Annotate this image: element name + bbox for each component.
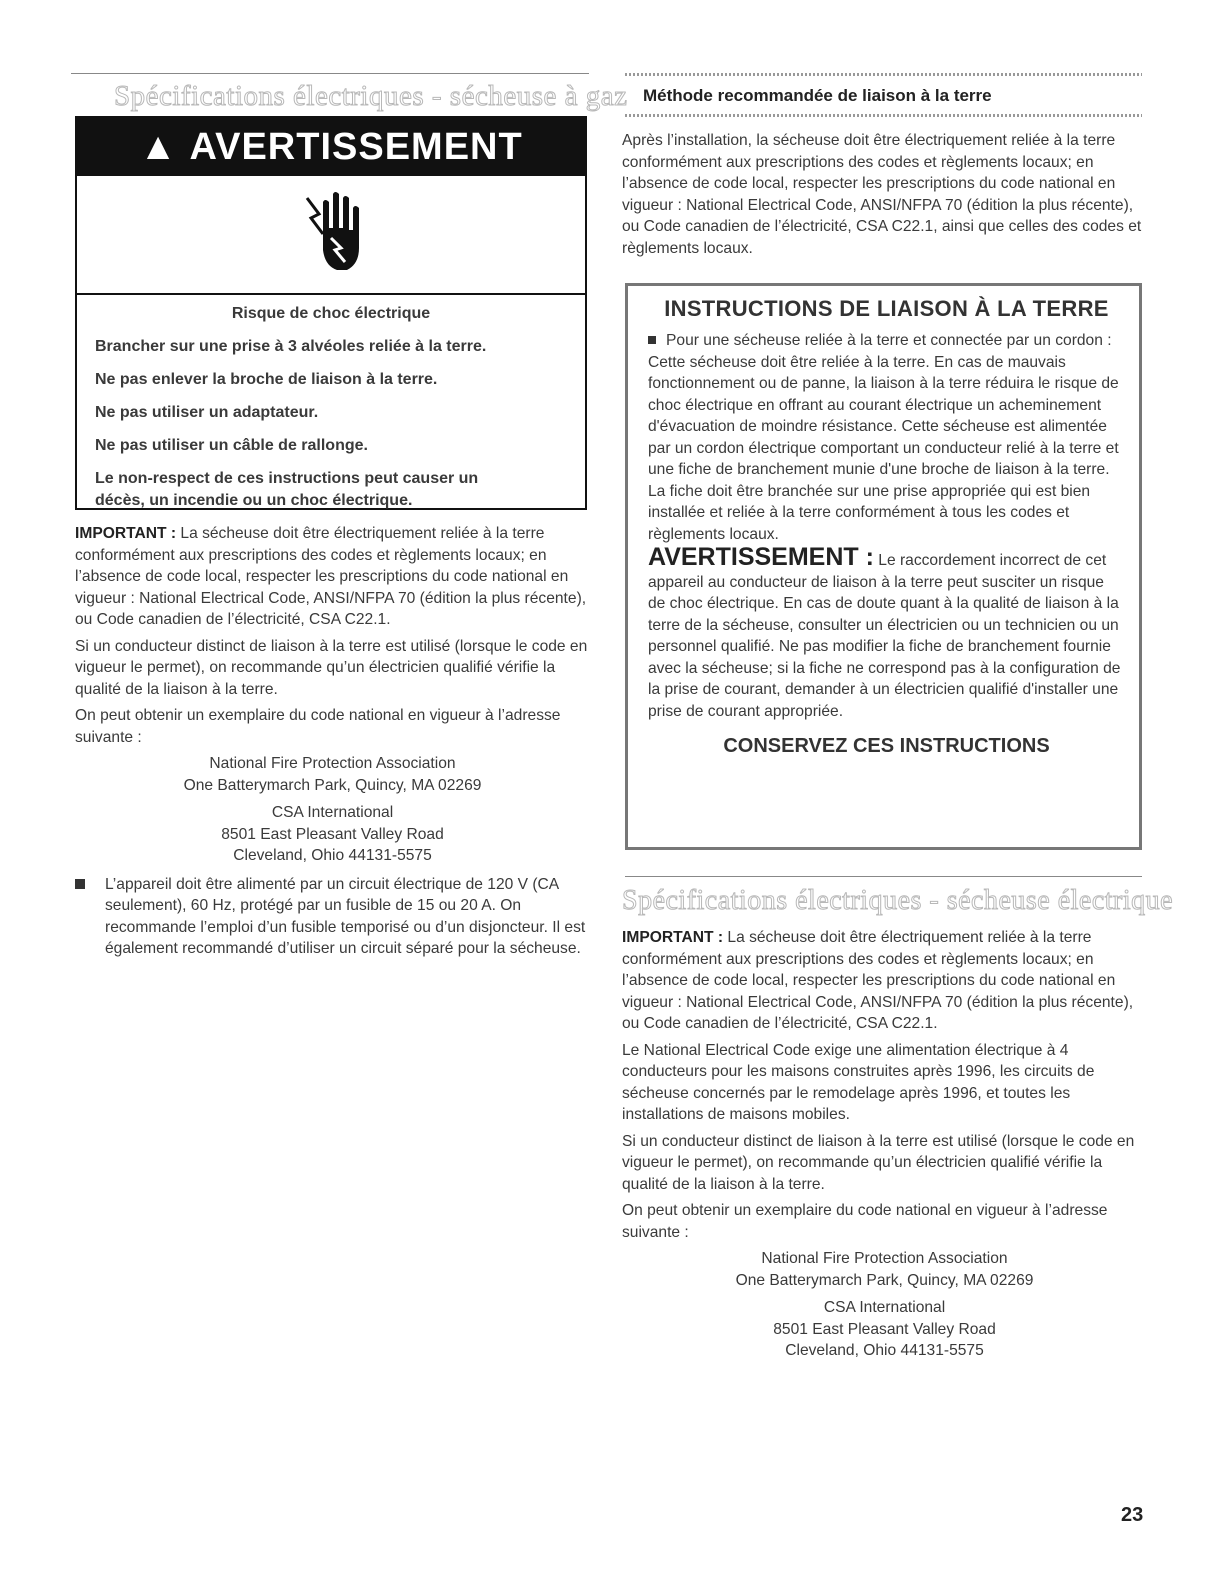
left-para-2: Si un conducteur distinct de liaison à la terre est utilisé (lorsque le code en vigueur le permet), on recommande qu’un électricien qualifié vérifie la qualité de la liaison à la terre. (75, 637, 588, 698)
right-top-dotted-rule (625, 73, 1142, 76)
keep-instructions: CONSERVEZ CES INSTRUCTIONS (723, 735, 1050, 757)
left-para-3: On peut obtenir un exemplaire du code national en vigueur à l’adresse suivante : (75, 707, 561, 746)
warning-line-3: Ne pas utiliser un adaptateur. (95, 404, 319, 421)
shock-icon-area (77, 176, 585, 295)
right-address-csa: CSA International 8501 East Pleasant Valley Road Cleveland, Ohio 44131-5575 (773, 1299, 996, 1359)
method-text: Après l’installation, la sécheuse doit être électriquement reliée à la terre conformément aux prescriptions des codes et règlements locaux; en l’absence de code local, respecter les prescriptions du code national en vigueur : National Electrical Code, ANSI/NFPA 70 (édition la plus récente), ou Code canadien de l’électricité, CSA C22.1, ainsi que celles des codes et règlements locaux. (622, 132, 1142, 257)
left-important-para: IMPORTANT : La sécheuse doit être électriquement reliée à la terre conformément aux prescriptions des codes et règlements locaux; en l’absence de code local, respecter les prescriptions du code national en vigueur : National Electrical Code, ANSI/NFPA 70 (édition la plus récente), ou Code canadien de l’électricité, CSA C22.1. (75, 525, 587, 628)
left-address-nfpa: National Fire Protection Association One Batterymarch Park, Quincy, MA 02269 (183, 755, 482, 794)
right-body (622, 927, 1147, 1362)
grounding-warning-label: AVERTISSEMENT : (648, 543, 874, 571)
right-section-rule (625, 876, 1142, 877)
grounding-body: Cette sécheuse doit être reliée à la terre. En cas de mauvais fonctionnement ou de panne, la liaison à la terre réduira le risque de choc électrique en offrant au courant électrique un acheminement d'évacuation de moindre résistance. Cette sécheuse est alimentée par un cordon électrique comportant un conducteur relié à la terre et une fiche de branchement munie d'une broche de liaison à la terre. La fiche doit être branchée sur une prise appropriée qui est bien installée et reliée à la terre conformément à tous les codes et règlements locaux. (648, 353, 1119, 543)
right-important-para: IMPORTANT : La sécheuse doit être électriquement reliée à la terre conformément aux prescriptions des codes et règlements locaux; en l’absence de code local, respecter les prescriptions du code national en vigueur : National Electrical Code, ANSI/NFPA 70 (édition la plus récente), ou Code canadien de l’électricité, CSA C22.1. (622, 929, 1134, 1032)
right-method-dotted-rule (625, 114, 1142, 117)
grounding-bullet: Pour une sécheuse reliée à la terre et connectée par un cordon : (648, 330, 1125, 352)
right-para-2: Le National Electrical Code exige une alimentation électrique à 4 conducteurs pour les maisons construites après 1996, les circuits de sécheuse concernés par le remodelage après 1996, et toutes les installations de maisons mobiles. (622, 1041, 1095, 1123)
right-para-4: On peut obtenir un exemplaire du code national en vigueur à l’adresse suivante : (622, 1202, 1108, 1241)
left-bullet-item: L’appareil doit être alimenté par un circuit électrique de 120 V (CA seulement), 60 Hz, protégé par un fusible de 15 ou 20 A. On recommande l’emploi d’un fusible temporisé ou d’un disjoncteur. Il est également recommandé d’utiliser un circuit séparé pour la sécheuse. (75, 874, 590, 960)
grounding-warning: AVERTISSEMENT : Le raccordement incorrect de cet appareil au conducteur de liaison à la terre peut susciter un risque de choc électrique. En cas de doute quant à la qualité de liaison à la terre de la sécheuse, consulter un électricien ou un technicien ou un personnel qualifié. Ne pas modifier la fiche de branchement fournie avec la sécheuse; si la fiche ne correspond pas à la configuration de la prise de courant, demander à un électricien qualifié d'installer une prise de courant appropriée. (648, 543, 1121, 720)
warning-line-2: Ne pas enlever la broche de liaison à la terre. (95, 371, 438, 388)
method-title: Méthode recommandée de liaison à la terre (643, 86, 992, 105)
right-section-title: Spécifications électriques - sécheuse électrique (622, 885, 1174, 916)
bullet-square-icon (75, 879, 85, 889)
warning-header-text: AVERTISSEMENT (189, 126, 523, 168)
page-number: 23 (1121, 1504, 1144, 1526)
right-address-nfpa: National Fire Protection Association One Batterymarch Park, Quincy, MA 02269 (735, 1250, 1034, 1289)
warning-line-4: Ne pas utiliser un câble de rallonge. (95, 437, 368, 454)
important-label: IMPORTANT : (75, 525, 177, 542)
warning-box (75, 116, 587, 510)
bullet-square-icon (648, 336, 656, 344)
warning-risk-title: Risque de choc électrique (231, 305, 431, 322)
warning-line-1: Brancher sur une prise à 3 alvéoles reliée à la terre. (95, 338, 487, 355)
right-para-3: Si un conducteur distinct de liaison à la terre est utilisé (lorsque le code en vigueur le permet), on recommande qu’un électricien qualifié vérifie la qualité de la liaison à la terre. (622, 1132, 1135, 1193)
warning-header-bar (77, 118, 585, 176)
electric-shock-hand-icon (301, 190, 365, 276)
grounding-instructions-box (625, 283, 1142, 850)
warning-triangle-icon: ▲ (139, 126, 178, 168)
grounding-title: INSTRUCTIONS DE LIAISON À LA TERRE (664, 296, 1109, 321)
important-label: IMPORTANT : (622, 929, 724, 946)
warning-line-5: Le non-respect de ces instructions peut causer un décès, un incendie ou un choc électrique. (95, 470, 479, 509)
left-top-rule (71, 73, 589, 74)
left-body (75, 523, 590, 965)
left-section-title: Spécifications électriques - sécheuse à gaz (114, 80, 628, 112)
left-address-csa: CSA International 8501 East Pleasant Valley Road Cleveland, Ohio 44131-5575 (221, 804, 444, 864)
